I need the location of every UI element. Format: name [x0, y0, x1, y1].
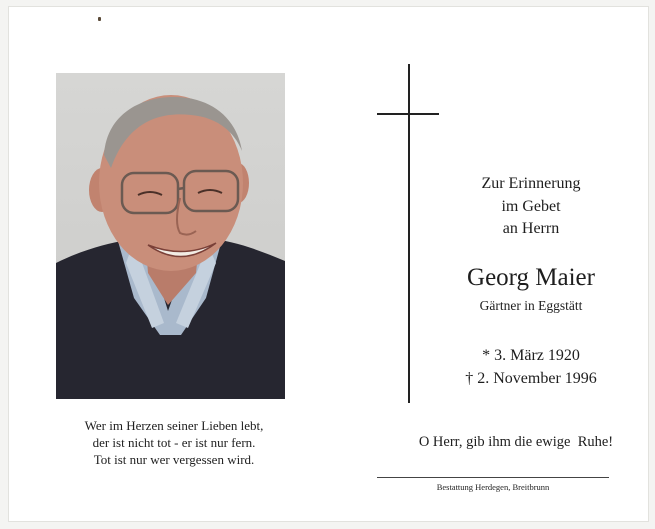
poem-line: der ist nicht tot - er ist nur fern. — [92, 435, 256, 450]
poem — [39, 417, 309, 468]
death-date: † 2. November 1996 — [465, 370, 597, 387]
funeral-home: Bestattung Herdegen, Breitbrunn — [436, 482, 550, 492]
birth-date: * 3. März 1920 — [482, 347, 580, 364]
deceased-name: Georg Maier — [467, 264, 595, 291]
portrait-illustration — [56, 73, 285, 399]
deceased-occupation: Gärtner in Eggstätt — [479, 298, 583, 313]
memorial-line: im Gebet — [501, 197, 561, 215]
memorial-line: an Herrn — [502, 220, 560, 237]
memorial-heading — [411, 173, 651, 241]
memorial-line: Zur Erinnerung — [481, 175, 581, 192]
paper-speck — [98, 17, 101, 21]
poem-line: Wer im Herzen seiner Lieben lebt, — [84, 418, 264, 433]
portrait-photo — [56, 73, 285, 399]
life-dates — [411, 344, 651, 390]
poem-line: Tot ist nur wer vergessen wird. — [93, 452, 255, 467]
cross-icon-horizontal — [377, 113, 439, 115]
prayer-line: O Herr, gib ihm die ewige Ruhe! — [418, 434, 614, 450]
memorial-card — [8, 6, 649, 522]
divider — [377, 477, 609, 478]
